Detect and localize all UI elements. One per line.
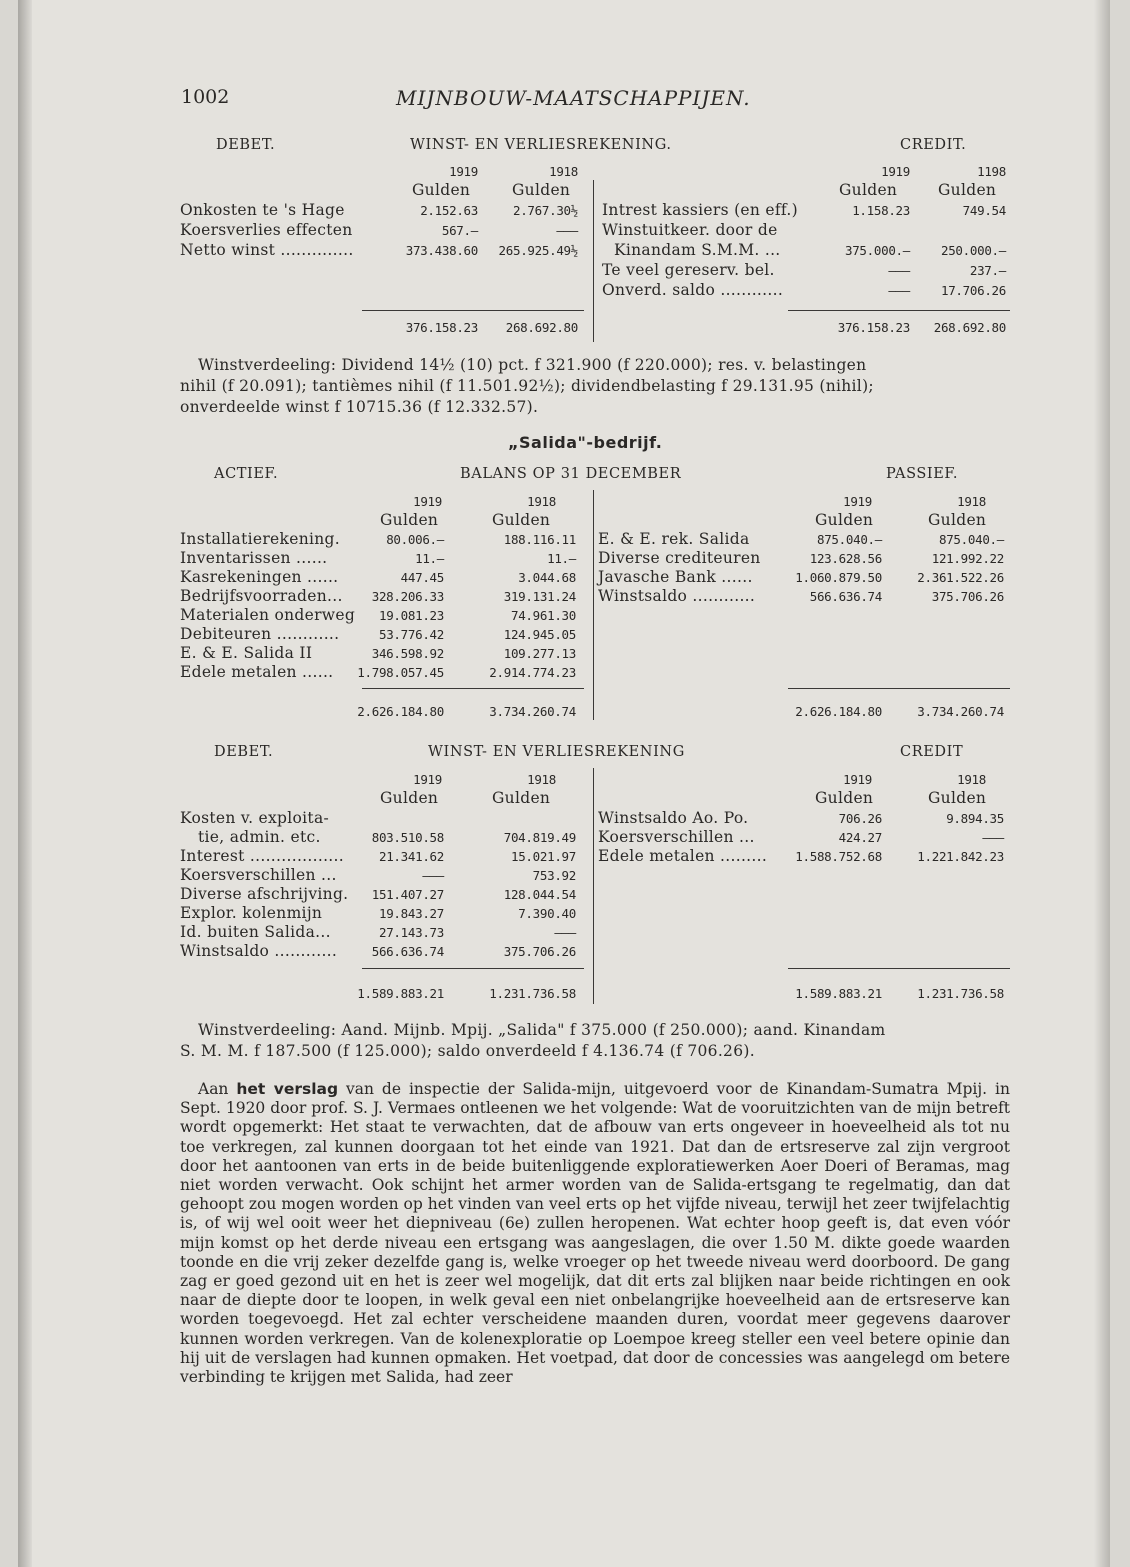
table3-credit-label: CREDIT	[900, 744, 964, 760]
profit-distribution-line: Winstverdeeling: Dividend 14½ (10) pct. f 321.900 (f 220.000); res. v. belastingen	[198, 356, 867, 374]
table2-right-total-1918: 3.734.260.74	[917, 704, 1004, 719]
table-cell: 188.116.11	[503, 532, 576, 547]
table-row-label: Edele metalen .........	[598, 847, 768, 865]
table1-credit-label: CREDIT.	[900, 137, 967, 153]
table-cell: 704.819.49	[503, 830, 576, 845]
table-cell: 424.27	[838, 830, 882, 845]
table1-left-year-1919: 1919	[449, 164, 478, 179]
table-cell: 2.152.63	[420, 203, 478, 218]
profit-distribution-line: onverdeelde winst f 10715.36 (f 12.332.57).	[180, 398, 539, 416]
table-cell: 80.006.—	[386, 532, 444, 547]
table2-left-total-1918: 3.734.260.74	[489, 704, 576, 719]
table-row-label: Installatierekening.	[180, 530, 340, 548]
table1-right-total-1918: 268.692.80	[933, 320, 1006, 335]
table3-right-year-1919: 1919	[843, 772, 872, 787]
table3-right-total-1919: 1.589.883.21	[795, 986, 882, 1001]
table-cell: 2.767.30½	[512, 203, 578, 218]
table-cell: 27.143.73	[378, 925, 444, 940]
table3-left-year-1919: 1919	[413, 772, 442, 787]
table3-right-unit-1919: Gulden	[815, 789, 874, 807]
table-row-label: E. & E. rek. Salida	[598, 530, 750, 548]
table-row-label: Intrest kassiers (en eff.)	[602, 201, 798, 219]
table-row-label: Winstuitkeer. door de	[602, 221, 778, 239]
table3-left-total-rule	[362, 968, 584, 969]
table-cell: 319.131.24	[503, 589, 576, 604]
table3-title: WINST- EN VERLIESREKENING	[428, 744, 685, 760]
table2-right-unit-1919: Gulden	[815, 511, 874, 529]
table2-divider	[593, 490, 594, 720]
table-cell: 15.021.97	[510, 849, 576, 864]
table2-title: BALANS OP 31 DECEMBER	[460, 466, 682, 482]
table2-right-year-1918: 1918	[957, 494, 986, 509]
table-cell: 121.992.22	[931, 551, 1004, 566]
table-cell: 124.945.05	[503, 627, 576, 642]
profit-distribution-line: S. M. M. f 187.500 (f 125.000); saldo onverdeeld f 4.136.74 (f 706.26).	[180, 1042, 755, 1060]
table1-title: WINST- EN VERLIESREKENING.	[410, 137, 672, 153]
table-row-label: Onkosten te 's Hage	[180, 201, 345, 219]
table-cell: 1.060.879.50	[795, 570, 882, 585]
table-row-label: Kosten v. exploita-	[180, 809, 330, 827]
table-cell: 11.—	[547, 551, 576, 566]
table1-right-year-1198: 1198	[977, 164, 1006, 179]
table-row-label: Explor. kolenmijn	[180, 904, 323, 922]
table-row-label: Bedrijfsvoorraden...	[180, 587, 343, 605]
table-cell: 9.894.35	[946, 811, 1004, 826]
table-cell: 1.798.057.45	[357, 665, 444, 680]
book-page	[18, 0, 1110, 1567]
table3-right-total-1918: 1.231.736.58	[917, 986, 1004, 1001]
table-row-label: E. & E. Salida II	[180, 644, 313, 662]
table-cell: 749.54	[962, 203, 1006, 218]
table1-right-total-1919: 376.158.23	[837, 320, 910, 335]
table-cell: 151.407.27	[371, 887, 444, 902]
table1-left-year-1918: 1918	[549, 164, 578, 179]
table1-debet-label: DEBET.	[216, 137, 276, 153]
table-cell: 19.843.27	[378, 906, 444, 921]
table2-left-unit-1919: Gulden	[380, 511, 439, 529]
table-cell: ———	[888, 283, 910, 298]
table-cell: 53.776.42	[378, 627, 444, 642]
table-row-label: Materialen onderweg	[180, 606, 356, 624]
table-row-label: Interest ..................	[180, 847, 344, 865]
table-cell: 803.510.58	[371, 830, 444, 845]
table3-right-unit-1918: Gulden	[928, 789, 987, 807]
page-title: MIJNBOUW-MAATSCHAPPIJEN.	[396, 86, 751, 110]
table3-right-year-1918: 1918	[957, 772, 986, 787]
table-cell: ———	[422, 868, 444, 883]
table-cell: 706.26	[838, 811, 882, 826]
table-cell: 3.044.68	[518, 570, 576, 585]
table-cell: 128.044.54	[503, 887, 576, 902]
table-cell: 566.636.74	[371, 944, 444, 959]
table1-right-unit-1198: Gulden	[938, 181, 997, 199]
table1-left-total-1919: 376.158.23	[405, 320, 478, 335]
table-cell: 753.92	[532, 868, 576, 883]
table-row-label: Te veel gereserv. bel.	[602, 261, 775, 279]
inspection-report-paragraph	[180, 1080, 1010, 1387]
table2-right-year-1919: 1919	[843, 494, 872, 509]
table-row-label: Diverse afschrijving.	[180, 885, 349, 903]
table3-left-total-1918: 1.231.736.58	[489, 986, 576, 1001]
table1-left-unit-1919: Gulden	[412, 181, 471, 199]
table1-right-year-1919: 1919	[881, 164, 910, 179]
table-row-label: Kinandam S.M.M. ...	[614, 241, 781, 259]
table-row-label: Javasche Bank ......	[598, 568, 753, 586]
table-cell: 7.390.40	[518, 906, 576, 921]
table-row-label: Winstsaldo Ao. Po.	[598, 809, 749, 827]
table1-right-total-rule	[788, 310, 1010, 311]
table2-right-total-rule	[788, 688, 1010, 689]
table3-left-unit-1918: Gulden	[492, 789, 551, 807]
table-row-label: Netto winst ..............	[180, 241, 354, 259]
table-cell: 567.—	[441, 223, 478, 238]
table-cell: 346.598.92	[371, 646, 444, 661]
table-cell: 1.221.842.23	[917, 849, 1004, 864]
table-cell: 875.040.—	[938, 532, 1004, 547]
table-cell: 566.636.74	[809, 589, 882, 604]
report-body: van de inspectie der Salida-mijn, uitgevoerd voor de Kinandam-Sumatra Mpij. in Sept. 1920 door prof. S. J. Vermaes ontleenen we het volgende: Wat de vooruitzichten van de mijn betreft wordt opgemerkt: Het staat te verwachten, dat de afbouw van erts ongeveer in hoeveelheid als tot nu toe verkregen, zal kunnen doorgaan tot het einde van 1921. Dat dan de ertsreserve zal zijn vergroot door het aantoonen van erts in de beide buitenliggende exploratiewerken Aoer Doeri of Beramas, mag niet worden verwacht. Ook schijnt het armer worden van de Salida-ertsgang te regelmatig, dan dat gehoopt zou mogen worden op het vinden van veel erts op het vijfde niveau, terwijl het zeer twijfelachtig is, of wij wel ooit weer het diepniveau (6e) zullen heropenen. Wat echter hoop geeft is, dat even vóór mijn komst op het derde niveau een ertsgang was aangeslagen, die over 1.50 M. dikte goede waarden toonde en die vrij zeker dezelfde gang is, welke vroeger op het tweede niveau werd doorboord. De gang zag er goed gezond uit en het is zeer wel mogelijk, dat dit erts zal blijken naar beide richtingen en ook naar de diepte door te loopen, in welk geval een niet onbelangrijke hoeveelheid aan de ertsreserve kan worden toegevoegd. Het zal echter verscheidene maanden duren, voordat meer gegevens daarover kunnen worden verkregen. Van de kolenexploratie op Loempoe kreeg steller een veel betere opinie dan hij uit de verslagen had kunnen opmaken. Het voetpad, dat door de concessies was aangelegd om betere verbinding te krijgen met Salida, had zeer	[180, 1080, 1010, 1387]
table-cell: 375.706.26	[931, 589, 1004, 604]
table1-left-total-1918: 268.692.80	[505, 320, 578, 335]
table2-right-total-1919: 2.626.184.80	[795, 704, 882, 719]
table3-left-total-1919: 1.589.883.21	[357, 986, 444, 1001]
table-cell: 375.706.26	[503, 944, 576, 959]
table2-left-total-1919: 2.626.184.80	[357, 704, 444, 719]
table-row-label: Inventarissen ......	[180, 549, 328, 567]
table-cell: ———	[982, 830, 1004, 845]
table-cell: ———	[556, 223, 578, 238]
table-cell: 109.277.13	[503, 646, 576, 661]
table-cell: 2.914.774.23	[489, 665, 576, 680]
table-cell: 237.—	[969, 263, 1006, 278]
table2-left-year-1918: 1918	[527, 494, 556, 509]
report-lead: Aan	[198, 1080, 237, 1098]
page-number: 1002	[181, 86, 230, 108]
table-cell: 2.361.522.26	[917, 570, 1004, 585]
table-cell: 1.158.23	[852, 203, 910, 218]
table1-right-unit-1919: Gulden	[839, 181, 898, 199]
table2-right-unit-1918: Gulden	[928, 511, 987, 529]
table3-left-year-1918: 1918	[527, 772, 556, 787]
table-cell: ———	[888, 263, 910, 278]
table-cell: 447.45	[400, 570, 444, 585]
table3-divider	[593, 768, 594, 1004]
table-row-label: tie, admin. etc.	[198, 828, 321, 846]
table-cell: 21.341.62	[378, 849, 444, 864]
table2-left-unit-1918: Gulden	[492, 511, 551, 529]
table-row-label: Koersverschillen ...	[180, 866, 337, 884]
table-cell: 250.000.—	[940, 243, 1006, 258]
table3-left-unit-1919: Gulden	[380, 789, 439, 807]
table2-passief-label: PASSIEF.	[886, 466, 959, 482]
table-row-label: Winstsaldo ............	[598, 587, 756, 605]
table2-left-total-rule	[362, 688, 584, 689]
table-cell: 74.961.30	[510, 608, 576, 623]
table-cell: 328.206.33	[371, 589, 444, 604]
table2-actief-label: ACTIEF.	[214, 466, 279, 482]
table-cell: 11.—	[415, 551, 444, 566]
profit-distribution-line: Winstverdeeling: Aand. Mijnb. Mpij. „Salida" f 375.000 (f 250.000); aand. Kinandam	[198, 1021, 886, 1039]
section-title: „Salida"-bedrijf.	[508, 433, 663, 452]
table-row-label: Kasrekeningen ......	[180, 568, 339, 586]
table-cell: 1.588.752.68	[795, 849, 882, 864]
table-row-label: Winstsaldo ............	[180, 942, 338, 960]
table-cell: 875.040.—	[816, 532, 882, 547]
table-row-label: Edele metalen ......	[180, 663, 334, 681]
table-row-label: Diverse crediteuren	[598, 549, 761, 567]
table-row-label: Koersverschillen ...	[598, 828, 755, 846]
table1-left-unit-1918: Gulden	[512, 181, 571, 199]
table1-divider	[593, 180, 594, 342]
report-bold-phrase: het verslag	[236, 1080, 339, 1098]
table-cell: 375.000.—	[844, 243, 910, 258]
table-cell: 265.925.49½	[498, 243, 578, 258]
table-cell: 123.628.56	[809, 551, 882, 566]
table-row-label: Koersverlies effecten	[180, 221, 353, 239]
table-cell: 19.081.23	[378, 608, 444, 623]
table-cell: ———	[554, 925, 576, 940]
table3-right-total-rule	[788, 968, 1010, 969]
table-row-label: Onverd. saldo ............	[602, 281, 784, 299]
table-row-label: Debiteuren ............	[180, 625, 340, 643]
table2-left-year-1919: 1919	[413, 494, 442, 509]
table-row-label: Id. buiten Salida...	[180, 923, 331, 941]
table-cell: 373.438.60	[405, 243, 478, 258]
table-cell: 17.706.26	[940, 283, 1006, 298]
profit-distribution-line: nihil (f 20.091); tantièmes nihil (f 11.501.92½); dividendbelasting f 29.131.95 (nihil);	[180, 377, 874, 395]
table1-left-total-rule	[362, 310, 584, 311]
table3-debet-label: DEBET.	[214, 744, 274, 760]
